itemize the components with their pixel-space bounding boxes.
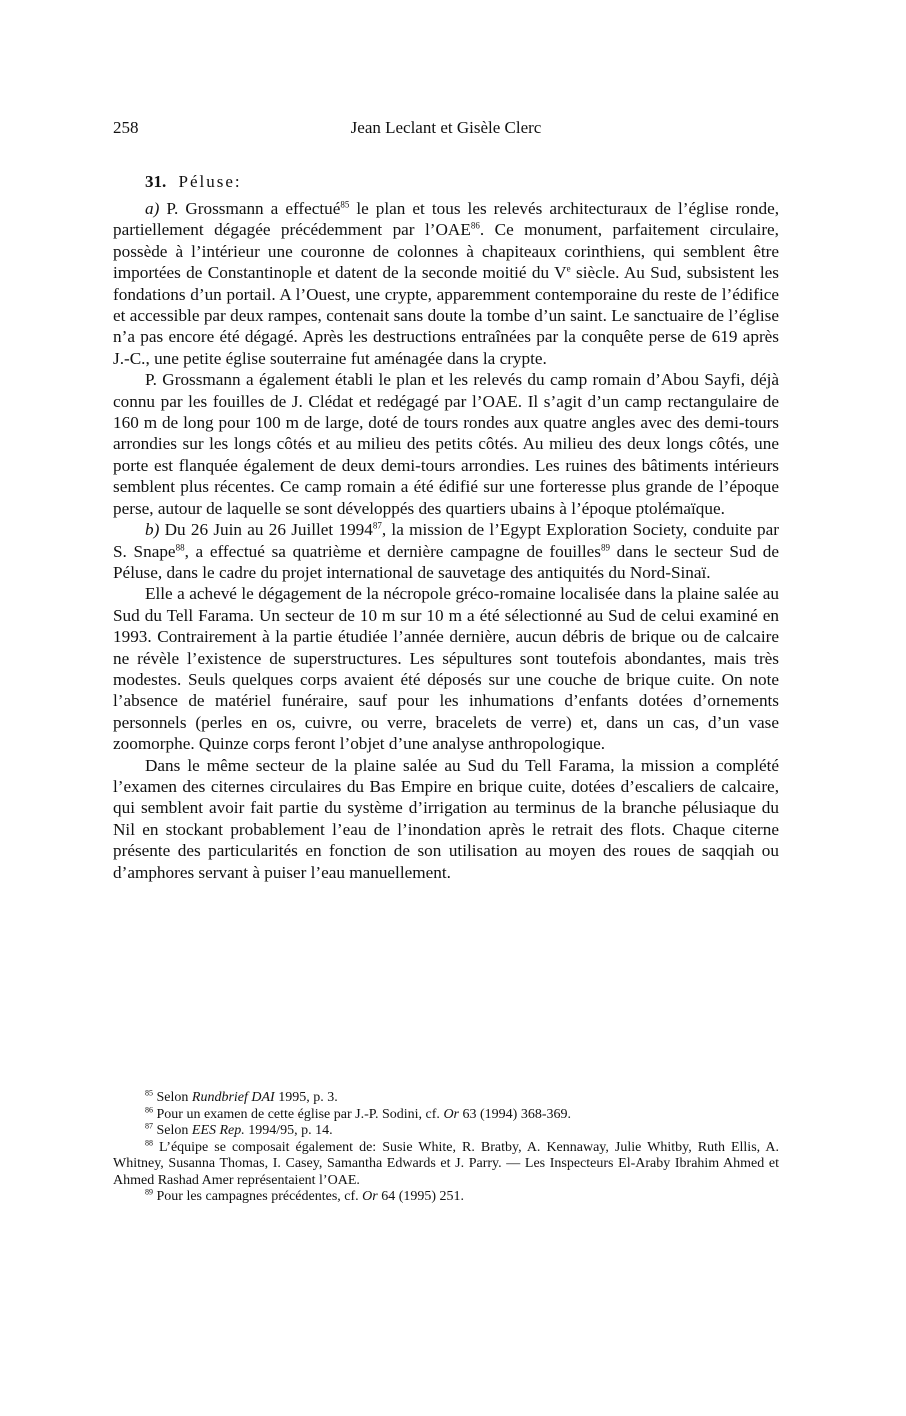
footnote-text: L’équipe se composait également de: Susie White, R. Bratby, A. Kennaway, Julie Whitby, Ruth Ellis, A. Whitney, Susanna Thomas, I. Casey, Samantha Edwards et J. Parry. — Les Inspecteurs El-Araby Ibrahim Ahmed et Ahmed Rashad Amer représentaient l’OAE. [113,1139,779,1188]
footnotes [113,1090,779,1206]
paragraph-cisterns: Dans le même secteur de la plaine salée au Sud du Tell Farama, la mission a complété l’examen des citernes circulaires du Bas Empire en brique cuite, dotées d’escaliers de calcaire, qui semblent avoir fait partie du système d’irrigation au terminus de la branche pélusiaque du Nil en stockant probablement l’eau de l’inondation après le retrait des flots. Chaque citerne présente des particularités en fonction de son utilisation au moyen des roues de saqqiah ou d’amphores servant à puiser l’eau manuellement. [113,755,779,882]
paragraph-b [113,519,779,583]
footnote-ref: 87 [372,520,382,531]
footnote-text: Selon [153,1123,192,1138]
body-text [113,198,779,883]
footnote-ref: 89 [600,541,610,552]
footnote-italic: Or [443,1106,459,1122]
footnote-89 [113,1189,779,1206]
text-run: siècle. Au Sud, subsistent les fondations d’un portail. A l’Ouest, une crypte, apparemment contemporaine du reste de l’édifice et accessible par deux rampes, contenait sans doute la tombe d’un saint. Le sanctuaire de l’église n’a pas encore été dégagé. Après les destructions entraînées par la conquête perse de 619 après J.-C., une petite église souterraine fut aménagée dans la crypte. [113,263,779,368]
footnote-number: 85 [145,1088,153,1098]
page-header [113,118,779,142]
footnote-number: 86 [145,1104,153,1114]
footnote-italic: Or [362,1189,378,1204]
text-run: dans le secteur Sud de Péluse, dans le cadre du projet international de sauvetage des antiquités du Nord-Sinaï. [113,541,780,582]
footnote-number: 87 [145,1121,153,1131]
footnote-text: 63 (1994) 368-369. [459,1106,571,1122]
running-title: Jean Leclant et Gisèle Clerc [350,118,542,137]
footnote-85 [113,1090,779,1107]
footnote-text: Selon [153,1090,192,1105]
text-run: le plan et tous les relevés architecturaux de l’église ronde, partiellement dégagée précédemment par l’OAE [113,199,779,240]
footnote-text: Pour un examen de cette église par J.-P. Sodini, cf. [153,1106,444,1122]
footnote-text: Pour les campagnes précédentes, cf. [153,1189,363,1204]
footnote-number: 88 [145,1137,153,1147]
footnote-text: 1995, p. 3. [274,1090,338,1105]
footnote-italic: EES Rep. [191,1123,245,1138]
footnote-87 [113,1123,779,1140]
text-run: . Ce monument, parfaitement circulaire, possède à l’intérieur une couronne de colonnes à chapiteaux corinthiens, qui semblent être importées de Constantinople et datent de la seconde moitié du V [113,220,779,283]
section-title: Péluse: [178,172,242,191]
footnote-text: 1994/95, p. 14. [244,1123,333,1138]
paragraph-a [113,198,779,369]
footnote-ref: 86 [470,220,480,231]
paragraph-camp: P. Grossmann a également établi le plan et les relevés du camp romain d’Abou Sayfi, déjà connu par les fouilles de J. Clédat et redégagé par l’OAE. Il s’agit d’un camp rectangulaire de 160 m de long pour 100 m de large, doté de tours rondes aux quatre angles avec des demi-tours arrondies sur les longs côtés et au milieu des petits côtés. Au milieu des deux longs côtés, une porte est flanquée également de deux demi-tours arrondies. Les ruines des bâtiments intérieurs semblent plus récentes. Ce camp romain a été édifié sur une forteresse plus grande de l’époque perse, autour de laquelle se sont développés des quartiers ubains à l’époque ptolémaïque. [113,370,779,518]
section-heading [145,172,242,192]
text-run: , a effectué sa quatrième et dernière campagne de fouilles [184,541,601,561]
paragraph-label: a) [145,199,160,218]
section-number: 31. [145,172,167,191]
text-run: P. Grossmann a effectué [159,199,341,218]
footnote-number: 89 [145,1187,153,1197]
text-run: Du 26 Juin au 26 Juillet 1994 [159,520,373,540]
footnote-italic: Rundbrief DAI [191,1090,275,1105]
paragraph-necropolis: Elle a achevé le dégagement de la nécropole gréco-romaine localisée dans la plaine salée au Sud du Tell Farama. Un secteur de 10 m sur 10 m a été sélectionné au Sud de celui examiné en 1993. Contrairement à la partie étudiée l’année dernière, aucun débris de brique ou de calcaire ne révèle l’existence de superstructures. Les sépultures sont toutefois abondantes, mais très modestes. Seuls quelques corps avaient été déposés sur une couche de brique cuite. On note l’absence de matériel funéraire, sauf pour les inhumations d’enfants dotées d’ornements personnels (perles en os, cuivre, ou verre, bracelets de verre) et, dans un cas, d’un vase zoomorphe. Quinze corps feront l’objet d’une analyse anthropologique. [113,584,779,754]
page-number: 258 [113,118,139,137]
footnote-88 [113,1137,779,1190]
superscript: e [566,263,571,274]
paragraph-label: b) [145,520,160,540]
footnote-ref: 88 [175,541,185,552]
text-run: , la mission de l’Egypt Exploration Society, conduite par S. Snape [113,520,779,561]
footnote-text: 64 (1995) 251. [377,1189,465,1204]
footnote-86 [113,1104,779,1124]
footnote-ref: 85 [340,199,350,210]
